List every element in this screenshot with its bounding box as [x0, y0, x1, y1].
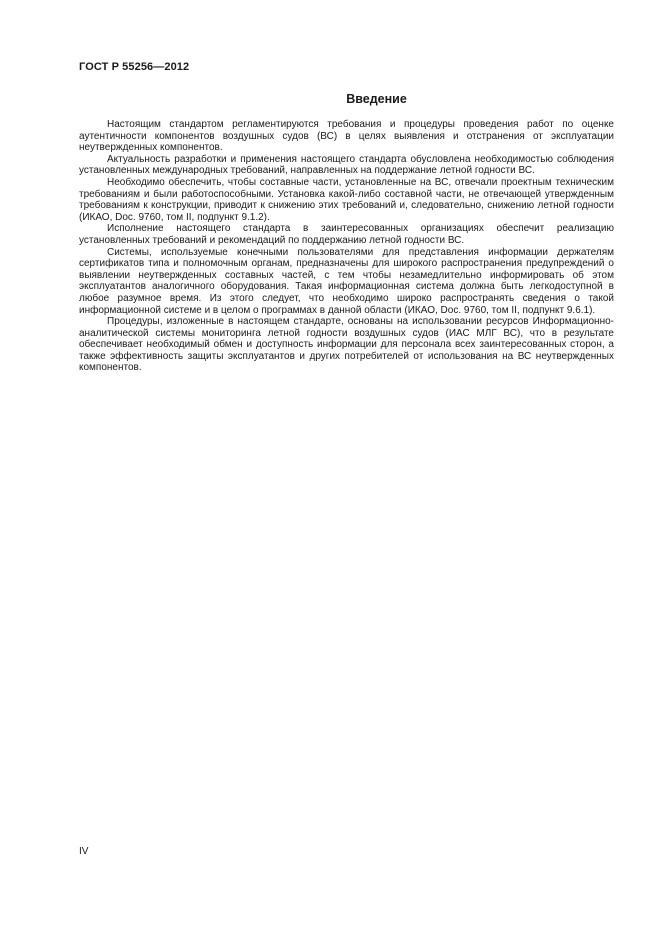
paragraph-4: Исполнение настоящего стандарта в заинтересованных организациях обеспечит реализацию установленных требований и рекомендаций по поддержанию летной годности ВС. [79, 223, 614, 246]
section-title: Введение [346, 92, 407, 106]
paragraph-2: Актуальность разработки и применения настоящего стандарта обусловлена необходимостью соблюдения установленных международных требований, направленных на поддержание летной годности ВС. [79, 153, 614, 177]
section-body [79, 119, 614, 374]
paragraph-5: Системы, используемые конечными пользователями для представления информации держателям сертификатов типа и полномочным органам, предназначены для широкого распространения предупреждений о выявлении неутвержденных составных частей, с тем чтобы незамедлительно информировать об этом эксплуатантов аналогичного оборудования. Такая информационная система должна быть легкодоступной в любое разумное время. Из этого следует, что необходимо широко распространять сведения о такой информационной системе и в целом о программах в данной области (ИКАО, Doc. 9760, том II, подпункт 9.6.1). [79, 246, 614, 316]
paragraph-1: Настоящим стандартом регламентируются требования и процедуры проведения работ по оценке аутентичности компонентов воздушных судов (ВС) в целях выявления и отстранения от эксплуатации неутвержденных компонентов. [79, 119, 614, 154]
paragraph-6: Процедуры, изложенные в настоящем стандарте, основаны на использовании ресурсов Информационно-аналитической системы мониторинга летной годности воздушных судов (ИАС МЛГ ВС), что в результате обеспечивает необходимый обмен и доступность информации для персонала всех заинтересованных сторон, а также эффективность защиты эксплуатантов и других потребителей от использования на ВС неутвержденных компонентов. [79, 316, 614, 374]
page-number: IV [79, 846, 89, 857]
paragraph-3: Необходимо обеспечить, чтобы составные части, установленные на ВС, отвечали проектным техническим требованиям и были работоспособными. Установка какой-либо составной части, не отвечающей утвержденным требованиям к конструкции, приводит к снижению этих требований и, следовательно, снижению летной годности (ИКАО, Doc. 9760, том II, подпункт 9.1.2). [79, 176, 614, 223]
document-header: ГОСТ Р 55256—2012 [79, 61, 190, 73]
